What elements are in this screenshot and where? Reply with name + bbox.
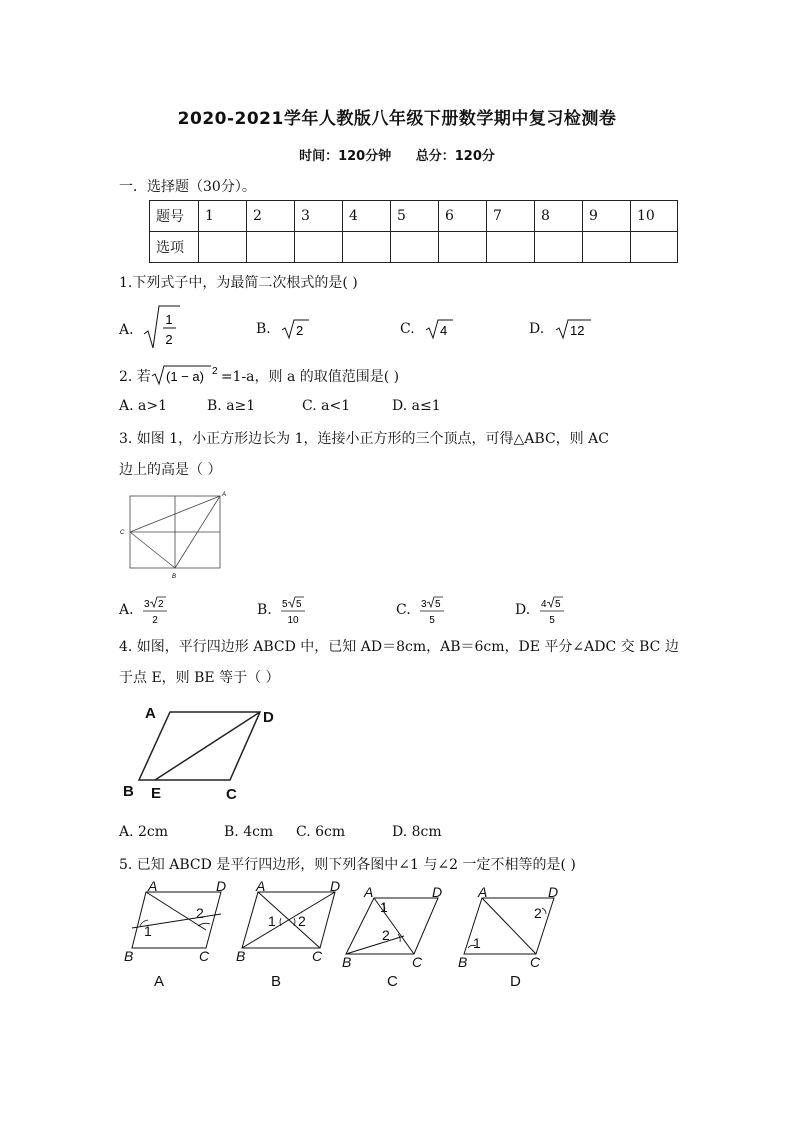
q2-stem-pre: 2. 若 (119, 369, 151, 385)
exam-info (0, 145, 794, 164)
figure-caption: D (510, 973, 521, 990)
option-label: B. (257, 602, 272, 618)
vertex-label: B (236, 948, 246, 964)
table-cell: 4 (343, 201, 391, 232)
vertex-label: C (226, 786, 237, 803)
q1-option-a (119, 304, 182, 350)
radicand: 12 (569, 323, 585, 338)
vertex-label: A (148, 878, 158, 894)
vertex-label: C (120, 530, 125, 536)
q3-option-d (515, 596, 569, 628)
table-row (150, 232, 678, 263)
q4-option-b: B. 4cm (224, 824, 274, 840)
angle-label: 1 (268, 913, 276, 929)
angle-label: 2 (382, 927, 390, 943)
vertex-label: B (124, 948, 134, 964)
q1-option-b (256, 318, 311, 340)
table-row (150, 201, 678, 232)
q2-option-b: B. a≥1 (207, 398, 256, 414)
figure-caption: C (387, 973, 398, 990)
fraction-denominator: 2 (165, 332, 173, 347)
vertex-label: D (330, 878, 341, 894)
figure-caption: B (271, 973, 282, 990)
vertex-label: E (151, 785, 162, 802)
q4-option-d: D. 8cm (392, 824, 442, 840)
table-cell: 1 (199, 201, 247, 232)
answer-cell[interactable] (199, 232, 247, 263)
angle-label: 2 (298, 913, 306, 929)
figure-caption: A (154, 973, 165, 990)
vertex-label: C (312, 948, 323, 964)
table-cell: 8 (535, 201, 583, 232)
answer-cell[interactable] (343, 232, 391, 263)
fraction-numerator: 1 (165, 312, 173, 327)
sqrt-fraction (142, 304, 182, 350)
q1-stem: 1.下列式子中，为最简二次根式的是( ) (119, 275, 358, 291)
radicand: 2 (296, 323, 304, 338)
sqrt (281, 318, 311, 340)
q5-figures (118, 878, 578, 996)
q1-option-c (400, 318, 455, 340)
page-title: 2020-2021学年人教版八年级下册数学期中复习检测卷 (177, 109, 617, 129)
vertex-label: B (458, 954, 468, 970)
denominator: 2 (152, 615, 158, 626)
option-label: C. (396, 602, 411, 618)
angle-label: 2 (196, 905, 204, 921)
vertex-label: A (478, 884, 488, 900)
table-cell: 3 (295, 201, 343, 232)
vertex-label: B (123, 783, 134, 800)
radicand: 5 (554, 599, 561, 610)
q2-option-c: C. a<1 (302, 398, 351, 414)
vertex-label: B (342, 954, 352, 970)
option-label: A. (119, 322, 134, 338)
coefficient: 3 (144, 599, 150, 610)
sqrt (555, 318, 593, 340)
option-label: A. (119, 602, 134, 618)
q3-stem-line2: 边上的高是（ ） (119, 462, 222, 478)
table-cell: 5 (391, 201, 439, 232)
table-cell: 9 (583, 201, 631, 232)
vertex-label: D (216, 878, 227, 894)
sqrt (425, 318, 455, 340)
q4-figure (115, 700, 295, 805)
answer-cell[interactable] (247, 232, 295, 263)
answer-cell[interactable] (631, 232, 678, 263)
q3-option-b (257, 596, 310, 628)
option-label: D. (529, 321, 545, 337)
vertex-label: C (412, 954, 423, 970)
q2-option-d: D. a≤1 (392, 398, 441, 414)
q2-stem (119, 364, 399, 386)
exam-score: 总分：120分 (415, 149, 495, 164)
q3-stem-line1: 3. 如图 1，小正方形边长为 1，连接小正方形的三个顶点，可得△ABC，则 AC (119, 431, 609, 447)
answer-table (149, 200, 678, 263)
q4-stem-line2: 于点 E，则 BE 等于（ ） (119, 670, 280, 686)
denominator: 5 (429, 615, 435, 626)
section-heading: 一．选择题（30分）。 (119, 179, 256, 195)
table-cell: 题号 (150, 201, 199, 232)
vertex-label: C (530, 954, 541, 970)
vertex-label: D (263, 709, 274, 726)
q2-option-a: A. a>1 (119, 398, 167, 414)
coefficient: 5 (282, 599, 288, 610)
coefficient: 4 (540, 599, 547, 610)
radicand: 4 (440, 323, 448, 338)
vertex-label: A (222, 492, 227, 498)
radicand: 5 (435, 599, 441, 610)
angle-label: 1 (473, 935, 481, 951)
vertex-label: A (364, 884, 374, 900)
q2-stem-post: =1-a，则 a 的取值范围是( ) (220, 369, 400, 385)
table-cell: 10 (631, 201, 678, 232)
exponent: 2 (211, 366, 218, 377)
vertex-label: A (256, 878, 266, 894)
figure-d (458, 884, 558, 990)
q4-option-c: C. 6cm (296, 824, 346, 840)
q1-option-d (529, 318, 593, 340)
vertex-label: A (145, 705, 156, 722)
option-label: C. (400, 321, 415, 337)
q3-figure (118, 488, 233, 583)
answer-cell[interactable] (583, 232, 631, 263)
answer-cell[interactable] (487, 232, 535, 263)
q3-option-c (396, 596, 449, 628)
fraction (419, 596, 449, 628)
figure-c (342, 884, 442, 990)
q4-option-a: A. 2cm (119, 824, 169, 840)
vertex-label: D (432, 884, 443, 900)
figure-b (236, 878, 340, 990)
answer-cell[interactable] (439, 232, 487, 263)
option-label: B. (256, 321, 271, 337)
option-label: D. (515, 602, 531, 618)
radicand: 5 (296, 599, 302, 610)
coefficient: 3 (421, 599, 427, 610)
q5-stem: 5. 已知 ABCD 是平行四边形，则下列各图中∠1 与∠2 一定不相等的是( ) (119, 857, 576, 873)
q4-stem-line1: 4. 如图，平行四边形 ABCD 中，已知 AD＝8cm，AB＝6cm，DE 平分∠ADC 交 BC 边 (119, 639, 679, 655)
table-cell: 6 (439, 201, 487, 232)
fraction (539, 596, 569, 628)
table-cell: 7 (487, 201, 535, 232)
figure-a (124, 878, 226, 990)
vertex-label: D (548, 884, 559, 900)
sqrt (151, 364, 221, 386)
fraction (142, 596, 172, 628)
answer-cell[interactable] (391, 232, 439, 263)
vertex-label: B (172, 574, 177, 580)
denominator: 10 (287, 615, 299, 626)
angle-label: 1 (380, 899, 388, 915)
answer-cell[interactable] (535, 232, 583, 263)
radicand: (1 − a) (165, 369, 204, 384)
radicand: 2 (158, 599, 164, 610)
fraction (280, 596, 310, 628)
q3-option-a (119, 596, 172, 628)
angle-label: 2 (534, 905, 542, 921)
table-cell: 2 (247, 201, 295, 232)
angle-label: 1 (144, 923, 152, 939)
denominator: 5 (548, 615, 555, 626)
table-cell: 选项 (150, 232, 199, 263)
answer-cell[interactable] (295, 232, 343, 263)
vertex-label: C (199, 948, 210, 964)
exam-time: 时间：120分钟 (299, 149, 392, 164)
